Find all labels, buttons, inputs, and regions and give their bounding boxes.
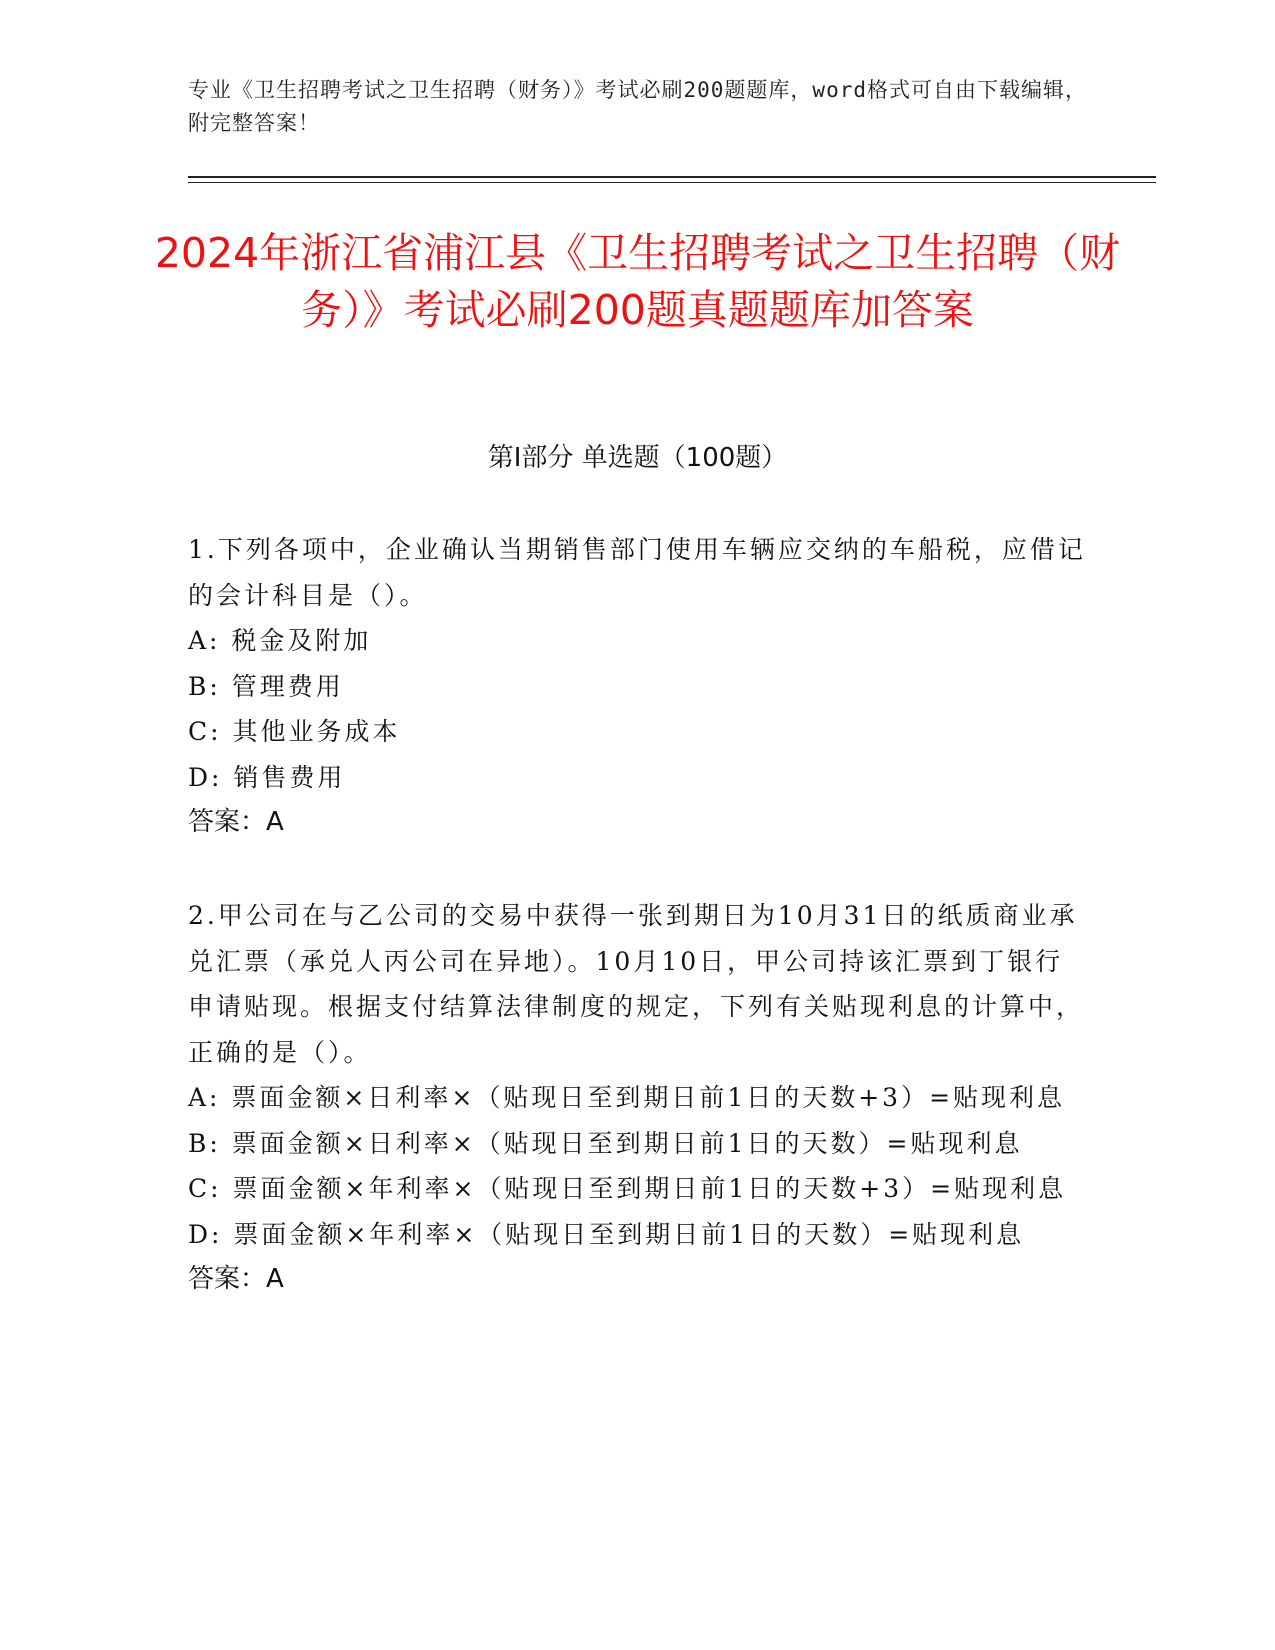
option-b: B: 票面金额×日利率×（贴现日至到期日前1日的天数）=贴现利息: [188, 1128, 1023, 1158]
answer-line: 答案：A: [188, 1264, 284, 1294]
header-note: 专业《卫生招聘考试之卫生招聘（财务）》考试必刷200题题库，word格式可自由下载编辑，附完整答案！: [188, 78, 1087, 135]
header-divider-thin: [188, 182, 1156, 183]
option-c: C: 票面金额×年利率×（贴现日至到期日前1日的天数+3）=贴现利息: [188, 1174, 1067, 1203]
option-a: A: 税金及附加: [188, 626, 372, 655]
section-heading: 第I部分 单选题（100题）: [487, 443, 788, 473]
question-block: [188, 527, 1088, 846]
option-d: D: 票面金额×年利率×（贴现日至到期日前1日的天数）=贴现利息: [188, 1219, 1025, 1249]
option-c: C: 其他业务成本: [188, 717, 401, 746]
option-d: D: 销售费用: [188, 762, 346, 792]
question-stem: 2.甲公司在与乙公司的交易中获得一张到期日为10月31日的纸质商业承兑汇票（承兑人丙公司在异地）。10月10日，甲公司持该汇票到丁银行申请贴现。根据支付结算法律制度的规定，下列有关贴现利息的计算中，正确的是（）。: [188, 901, 1085, 1067]
option-b: B: 管理费用: [188, 671, 344, 701]
document-title: 2024年浙江省浦江县《卫生招聘考试之卫生招聘（财务）》考试必刷200题真题题库加答案: [154, 229, 1121, 334]
header-divider-thick: [188, 176, 1156, 178]
answer-line: 答案：A: [188, 807, 284, 837]
question-block: [188, 893, 1088, 1303]
option-a: A: 票面金额×日利率×（贴现日至到期日前1日的天数+3）=贴现利息: [188, 1083, 1066, 1112]
question-stem: 1.下列各项中，企业确认当期销售部门使用车辆应交纳的车船税，应借记的会计科目是（）。: [188, 535, 1086, 610]
